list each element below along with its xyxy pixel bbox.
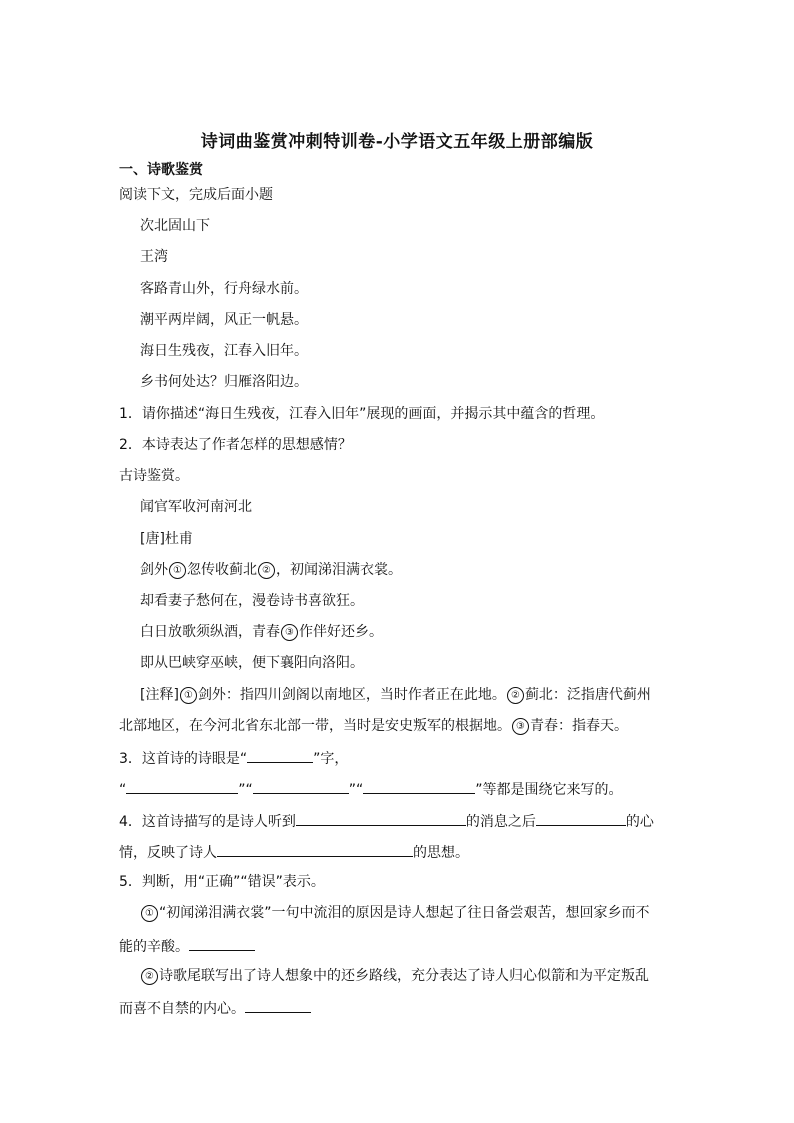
reading-instruction-2: 古诗鉴赏。	[119, 468, 189, 484]
answer-blank[interactable]	[245, 998, 311, 1013]
annotation-text: 剑外：指四川剑阁以南地区，当时作者正在此地。	[197, 687, 506, 703]
question-2: 2．本诗表达了作者怎样的思想感情？	[119, 437, 352, 453]
poem2-line-text: 剑外	[140, 562, 168, 578]
question-4-continued	[119, 842, 469, 862]
answer-blank[interactable]	[296, 811, 466, 826]
poem1-title: 次北固山下	[140, 218, 210, 234]
poem2-author: [唐]杜甫	[140, 531, 193, 547]
question-text: 情，反映了诗人	[119, 845, 217, 861]
question-text: ”“	[238, 782, 253, 798]
question-text: ”等都是围绕它来写的。	[475, 782, 623, 798]
footnote-marker: ①	[169, 562, 186, 579]
statement-text: “初闻涕泪满衣裳”一句中流泪的原因是诗人想起了往日备尝艰苦，想回家乡而不	[159, 905, 650, 921]
item-marker: ②	[141, 968, 158, 985]
answer-blank[interactable]	[126, 779, 238, 794]
question-text: 3．这首诗的诗眼是“	[119, 751, 248, 767]
poem1-line: 海日生残夜，江春入旧年。	[140, 343, 308, 359]
footnote-marker: ②	[507, 687, 524, 704]
question-5-statement-2	[140, 967, 649, 985]
poem2-line-text: 忽传收蓟北	[187, 562, 257, 578]
annotation-text: 青春：指春天。	[530, 718, 628, 734]
question-4	[119, 811, 654, 831]
footnote-marker: ②	[258, 562, 275, 579]
poem2-line-text: ，初闻涕泪满衣裳。	[276, 562, 402, 578]
page-title: 诗词曲鉴赏冲刺特训卷-小学语文五年级上册部编版	[200, 132, 594, 152]
answer-blank[interactable]	[217, 842, 413, 857]
poem2-line-text: 作伴好还乡。	[299, 624, 383, 640]
question-3-continued	[119, 779, 623, 799]
statement-text: 诗歌尾联写出了诗人想象中的还乡路线，充分表达了诗人归心似箭和为平定叛乱	[159, 968, 649, 984]
statement-text: 而喜不自禁的内心。	[119, 1001, 245, 1017]
footnote-marker: ①	[180, 687, 197, 704]
annotation-label: [注释]	[140, 687, 179, 703]
annotation-line-2	[119, 717, 628, 735]
poem2-line-4: 即从巴峡穿巫峡，便下襄阳向洛阳。	[140, 655, 364, 671]
annotation-text: 北部地区，在今河北省东北部一带，当时是安史叛军的根据地。	[119, 718, 511, 734]
poem2-title: 闻官军收河南河北	[140, 499, 252, 515]
reading-instruction: 阅读下文，完成后面小题	[119, 187, 273, 203]
question-text: ”“	[348, 782, 364, 798]
question-5-statement-2-continued	[119, 998, 311, 1018]
question-text: 的心	[625, 814, 654, 830]
question-3	[119, 748, 348, 768]
poem1-line: 客路青山外，行舟绿水前。	[140, 281, 308, 297]
answer-blank[interactable]	[189, 936, 255, 951]
question-text: 的消息之后	[465, 814, 536, 830]
answer-blank[interactable]	[363, 779, 475, 794]
poem2-line-2: 却看妻子愁何在，漫卷诗书喜欲狂。	[140, 593, 364, 609]
answer-blank[interactable]	[247, 748, 313, 763]
question-5-statement-1-continued	[119, 936, 255, 956]
question-5: 5．判断，用“正确”“错误”表示。	[119, 874, 325, 890]
poem2-line-text: 白日放歌须纵酒，青春	[140, 624, 280, 640]
question-text: “	[119, 782, 127, 798]
annotation-text: 蓟北：泛指唐代蓟州	[524, 687, 651, 703]
poem2-line-3	[140, 623, 383, 641]
statement-text: 能的辛酸。	[119, 939, 189, 955]
section-heading: 一、诗歌鉴赏	[119, 162, 203, 178]
question-text: ”字，	[313, 751, 349, 767]
answer-blank[interactable]	[536, 811, 626, 826]
question-text: 4．这首诗描写的是诗人听到	[119, 814, 296, 830]
poem2-line-1	[140, 561, 402, 579]
answer-blank[interactable]	[253, 779, 349, 794]
poem1-author: 王湾	[140, 249, 168, 265]
poem1-line: 乡书何处达？归雁洛阳边。	[140, 374, 308, 390]
poem1-line: 潮平两岸阔，风正一帆悬。	[140, 312, 308, 328]
footnote-marker: ③	[512, 718, 529, 735]
question-text: 的思想。	[413, 845, 469, 861]
question-1: 1．请你描述“海日生残夜，江春入旧年”展现的画面，并揭示其中蕴含的哲理。	[119, 406, 605, 422]
annotation-line-1	[140, 686, 651, 704]
item-marker: ①	[141, 905, 158, 922]
question-5-statement-1	[140, 904, 650, 922]
footnote-marker: ③	[281, 624, 298, 641]
